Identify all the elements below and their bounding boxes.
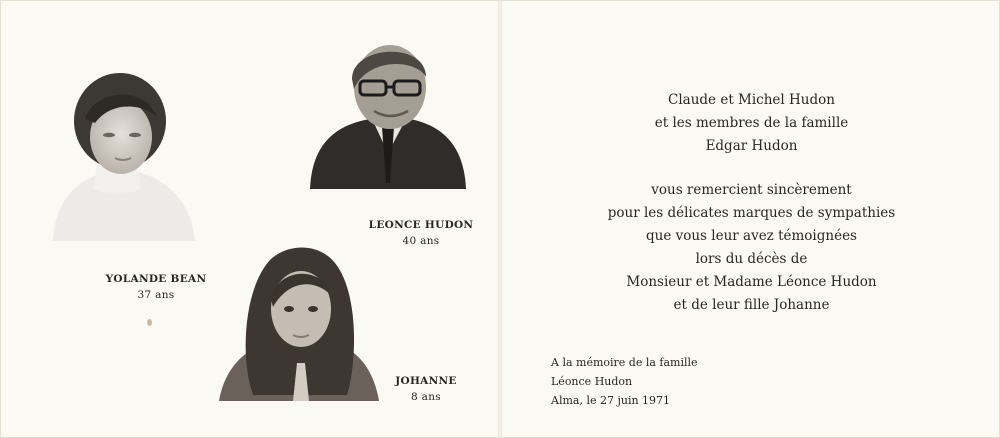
memorial-dedication bbox=[551, 353, 698, 410]
caption-leonce-hudon bbox=[361, 217, 481, 249]
text-line: Alma, le 27 juin 1971 bbox=[551, 394, 671, 407]
text-line: Claude et Michel Hudon bbox=[668, 92, 835, 108]
text-line: Monsieur et Madame Léonce Hudon bbox=[626, 274, 877, 290]
portrait-yolande-bean bbox=[45, 61, 197, 241]
family-names-block bbox=[502, 89, 1000, 158]
text-line: lors du décès de bbox=[695, 251, 808, 267]
person-age: 8 ans bbox=[411, 391, 441, 403]
thank-you-message bbox=[502, 179, 1000, 317]
text-line: vous remercient sincèrement bbox=[651, 182, 852, 198]
caption-yolande-bean bbox=[91, 271, 221, 303]
text-line: Edgar Hudon bbox=[705, 138, 798, 154]
portrait-johanne bbox=[219, 245, 379, 401]
left-panel bbox=[1, 1, 498, 438]
text-line: que vous leur avez témoignées bbox=[645, 228, 857, 244]
person-name: YOLANDE BEAN bbox=[105, 273, 207, 285]
text-line: pour les délicates marques de sympathies bbox=[607, 205, 896, 221]
person-name: LEONCE HUDON bbox=[368, 219, 474, 231]
text-line: A la mémoire de la famille bbox=[551, 356, 698, 369]
right-panel bbox=[502, 1, 1000, 438]
portrait-leonce-hudon bbox=[310, 33, 466, 189]
text-line: Léonce Hudon bbox=[551, 375, 633, 388]
person-name: JOHANNE bbox=[395, 375, 457, 387]
person-age: 37 ans bbox=[137, 289, 175, 301]
paper-stain bbox=[147, 319, 152, 326]
person-age: 40 ans bbox=[402, 235, 440, 247]
text-line: et de leur fille Johanne bbox=[673, 297, 830, 313]
text-line: et les membres de la famille bbox=[654, 115, 849, 131]
caption-johanne bbox=[371, 373, 481, 405]
